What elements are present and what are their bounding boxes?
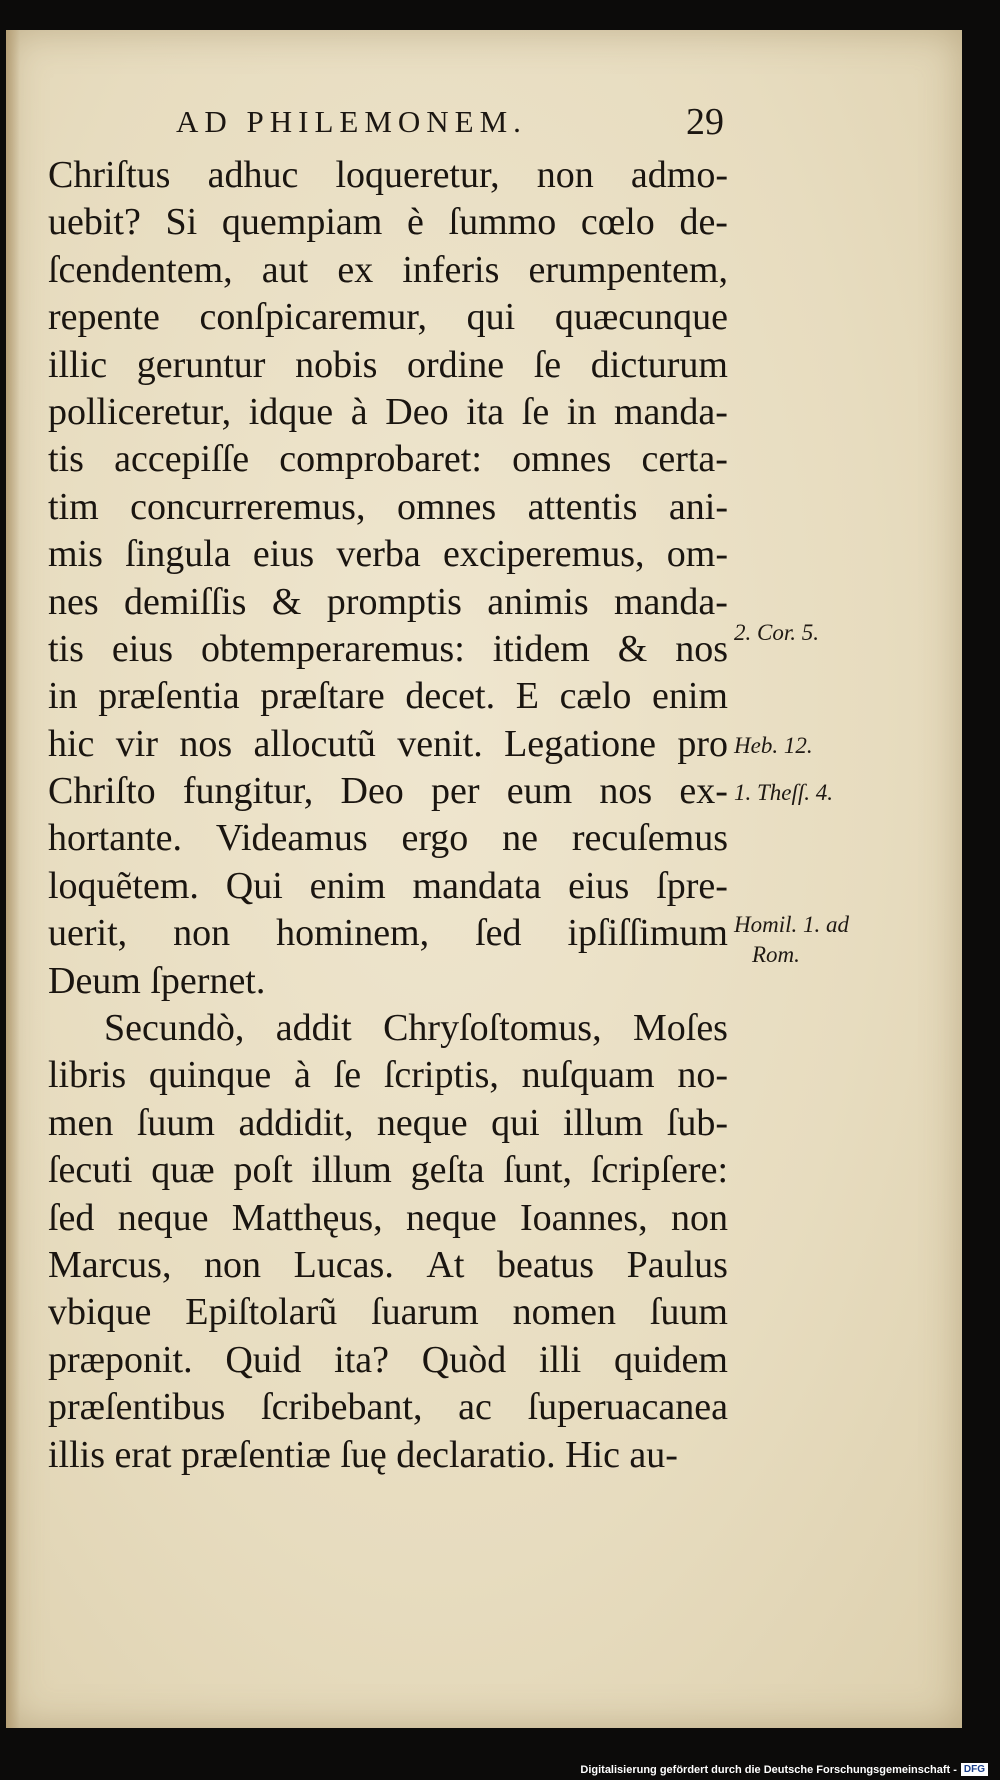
text-line: Marcus, non Lucas. At beatus Paulus <box>48 1243 728 1286</box>
text-line: tis eius obtemperaremus: itidem & nos <box>48 627 728 670</box>
text-line: illic geruntur nobis ordine ſe dicturum <box>48 343 728 386</box>
text-line: ſecuti quæ poſt illum geſta ſunt, ſcripſere: <box>48 1149 728 1192</box>
dfg-logo-icon: DFG <box>961 1763 988 1776</box>
footer-strip <box>0 1754 1000 1780</box>
text-line: mis ſingula eius verba exciperemus, om- <box>48 533 728 576</box>
marginal-note: Rom. <box>752 942 800 967</box>
text-line: polliceretur, idque à Deo ita ſe in manda- <box>48 390 728 433</box>
footer-credit <box>580 1763 988 1776</box>
text-line: libris quinque à ſe ſcriptis, nuſquam no- <box>48 1054 728 1097</box>
text-line: hic vir nos allocutũ venit. Legatione pro <box>48 722 728 765</box>
text-line: Deum ſpernet. <box>48 959 266 1002</box>
marginal-note: 2. Cor. 5. <box>734 620 819 645</box>
marginal-notes <box>6 30 962 1728</box>
marginal-note: Homil. 1. ad <box>734 912 849 937</box>
text-line: repente conſpicaremur, qui quæcunque <box>48 296 728 339</box>
text-line: Secundò, addit Chryſoſtomus, Moſes <box>104 1007 728 1050</box>
text-line: loquẽtem. Qui enim mandata eius ſpre- <box>48 864 728 907</box>
text-line: vbique Epiſtolarũ ſuarum nomen ſuum <box>48 1291 728 1334</box>
text-line: ſed neque Matthęus, neque Ioannes, non <box>48 1196 728 1239</box>
page-number: 29 <box>686 101 724 143</box>
text-line: ſcendentem, aut ex inferis erumpentem, <box>48 248 728 291</box>
running-title: AD PHILEMONEM. <box>176 104 527 139</box>
text-line: præſentibus ſcribebant, ac ſuperuacanea <box>48 1386 728 1429</box>
book-page <box>6 30 962 1728</box>
text-line: uebit? Si quempiam è ſummo cœlo de- <box>48 201 728 244</box>
text-line: tim concurreremus, omnes attentis ani- <box>48 485 728 528</box>
marginal-note: Heb. 12. <box>734 733 813 758</box>
text-line: Chriſto fungitur, Deo per eum nos ex- <box>48 770 728 813</box>
text-line: men ſuum addidit, neque qui illum ſub- <box>48 1101 728 1144</box>
text-line: præponit. Quid ita? Quòd illi quidem <box>48 1338 728 1381</box>
marginal-note: 1. Theſſ. 4. <box>734 780 834 805</box>
text-line: Chriſtus adhuc loqueretur, non admo- <box>48 154 728 196</box>
text-line: hortante. Videamus ergo ne recuſemus <box>48 817 728 860</box>
footer-credit-text: Digitalisierung gefördert durch die Deutsche Forschungsgemeinschaft - <box>580 1763 957 1776</box>
text-line: illis erat præſentiæ ſuę declaratio. Hic au- <box>48 1433 678 1476</box>
text-line: uerit, non hominem, ſed ipſiſſimum <box>48 912 728 955</box>
text-line: nes demiſſis & promptis animis manda- <box>48 580 728 623</box>
text-line: in præſentia præſtare decet. E cælo enim <box>48 675 728 718</box>
text-line: tis accepiſſe comprobaret: omnes certa- <box>48 438 728 481</box>
